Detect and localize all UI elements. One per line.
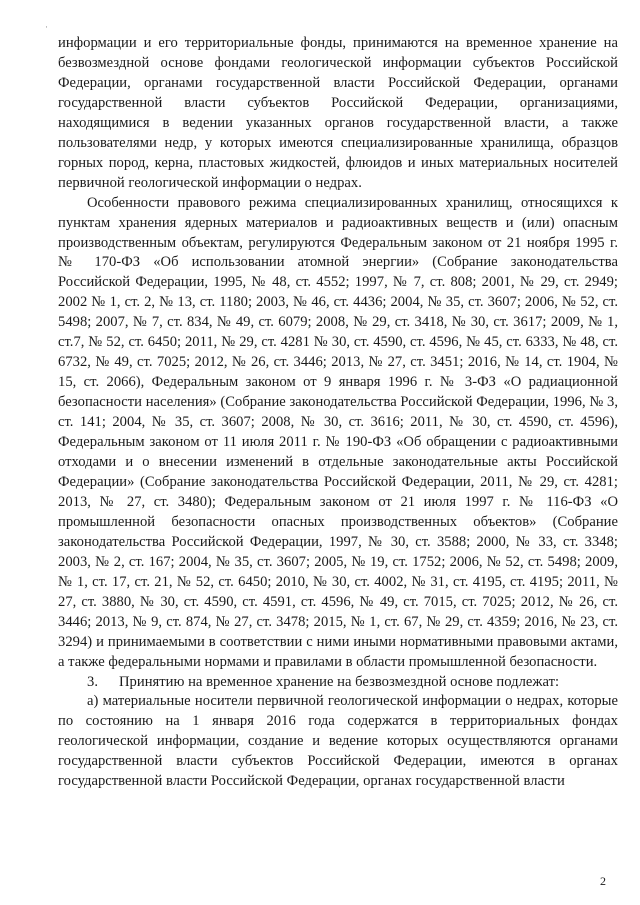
page-number: 2 xyxy=(600,874,606,888)
paragraph-subitem-a: а) материальные носители первичной геологической информации о недрах, которые по состоянию на 1 января 2016 года содержатся в территориальных фондах геологической информации, создание и ведение которых осуществляются органами государственной власти субъектов Российской Федерации, имеются в органах государственной власти Российской Федерации, органах государственной власти xyxy=(58,693,618,790)
scan-mark: · xyxy=(45,22,48,32)
paragraph-continuation: информации и его территориальные фонды, принимаются на временное хранение на безвозмездной основе фондами геологической информации субъектов Российской Федерации, органами государственной власти Российской Федерации, органами государственной власти субъектов Российской Федерации, организациями, находящимися в ведении указанных органов государственной власти, а также пользователями недр, у которых имеются специализированные хранилища, образцов горных пород, керна, пластовых жидкостей, флюидов и иных материальных носителей первичной геологической информации о недрах. xyxy=(58,35,618,191)
item-text: Принятию на временное хранение на безвозмездной основе подлежат: xyxy=(119,673,560,690)
item-number: 3. xyxy=(87,673,98,690)
paragraph-special-storage: Особенности правового режима специализированных хранилищ, относящихся к пунктам хранения ядерных материалов и радиоактивных веществ и (или) опасным производственным объектам, регулируются Федеральным законом от 21 ноября 1995 г. № 170-ФЗ «Об использовании атомной энергии» (Собрание законодательства Российской Федерации, 1995, № 48, ст. 4552; 1997, № 7, ст. 808; 2001, № 29, ст. 2949; 2002 № 1, ст. 2, № 13, ст. 1180; 2003, № 46, ст. 4436; 2004, № 35, ст. 3607; 2006, № 52, ст. 5498; 2007, № 7, ст. 834, № 49, ст. 6079; 2008, № 29, ст. 3418, № 30, ст. 3617; 2009, № 1, ст.7, № 52, ст. 6450; 2011, № 29, ст. 4281 № 30, ст. 4590, ст. 4596, № 45, ст. 6333, № 48, ст. 6732, № 49, ст. 7025; 2012, № 26, ст. 3446; 2013, № 27, ст. 3451; 2016, № 14, ст. 1904, № 15, ст. 2066), Федеральным законом от 9 января 1996 г. № 3-ФЗ «О радиационной безопасности населения» (Собрание законодательства Российской Федерации, 1996, № 3, ст. 141; 2004, № 35, ст. 3607; 2008, № 30, ст. 3616; 2011, № 30, ст. 4590, ст. 4596), Федеральным законом от 11 июля 2011 г. № 190-ФЗ «Об обращении с радиоактивными отходами и о внесении изменений в отдельные законодательные акты Российской Федерации» (Собрание законодательства Российской Федерации, 2011, № 29, ст. 4281; 2013, № 27, ст. 3480); Федеральным законом от 21 июля 1997 г. № 116-ФЗ «О промышленной безопасности опасных производственных объектов» (Собрание законодательства Российской Федерации, 1997, № 30, ст. 3588; 2000, № 33, ст. 3348; 2003, № 2, ст. 167; 2004, № 35, ст. 3607; 2005, № 19, ст. 1752; 2006, № 52, ст. 5498; 2009, № 1, ст. 17, ст. 21, № 52, ст. 6450; 2010, № 30, ст. 4002, № 31, ст. 4195, ст. 4195; 2011, № 27, ст. 3880, № 30, ст. 4590, ст. 4591, ст. 4596, № 49, ст. 7015, ст. 7025; 2012, № 26, ст. 3446; 2013, № 9, ст. 874, № 27, ст. 3478; 2015, № 1, ст. 67, № 29, ст. 4359; 2016, № 23, ст. 3294) и принимаемыми в соответствии с ними иными нормативными правовыми актами, а также федеральными нормами и правилами в области промышленной безопасности. xyxy=(58,194,618,670)
paragraph-item-3 xyxy=(58,673,618,693)
document-body xyxy=(58,34,618,792)
